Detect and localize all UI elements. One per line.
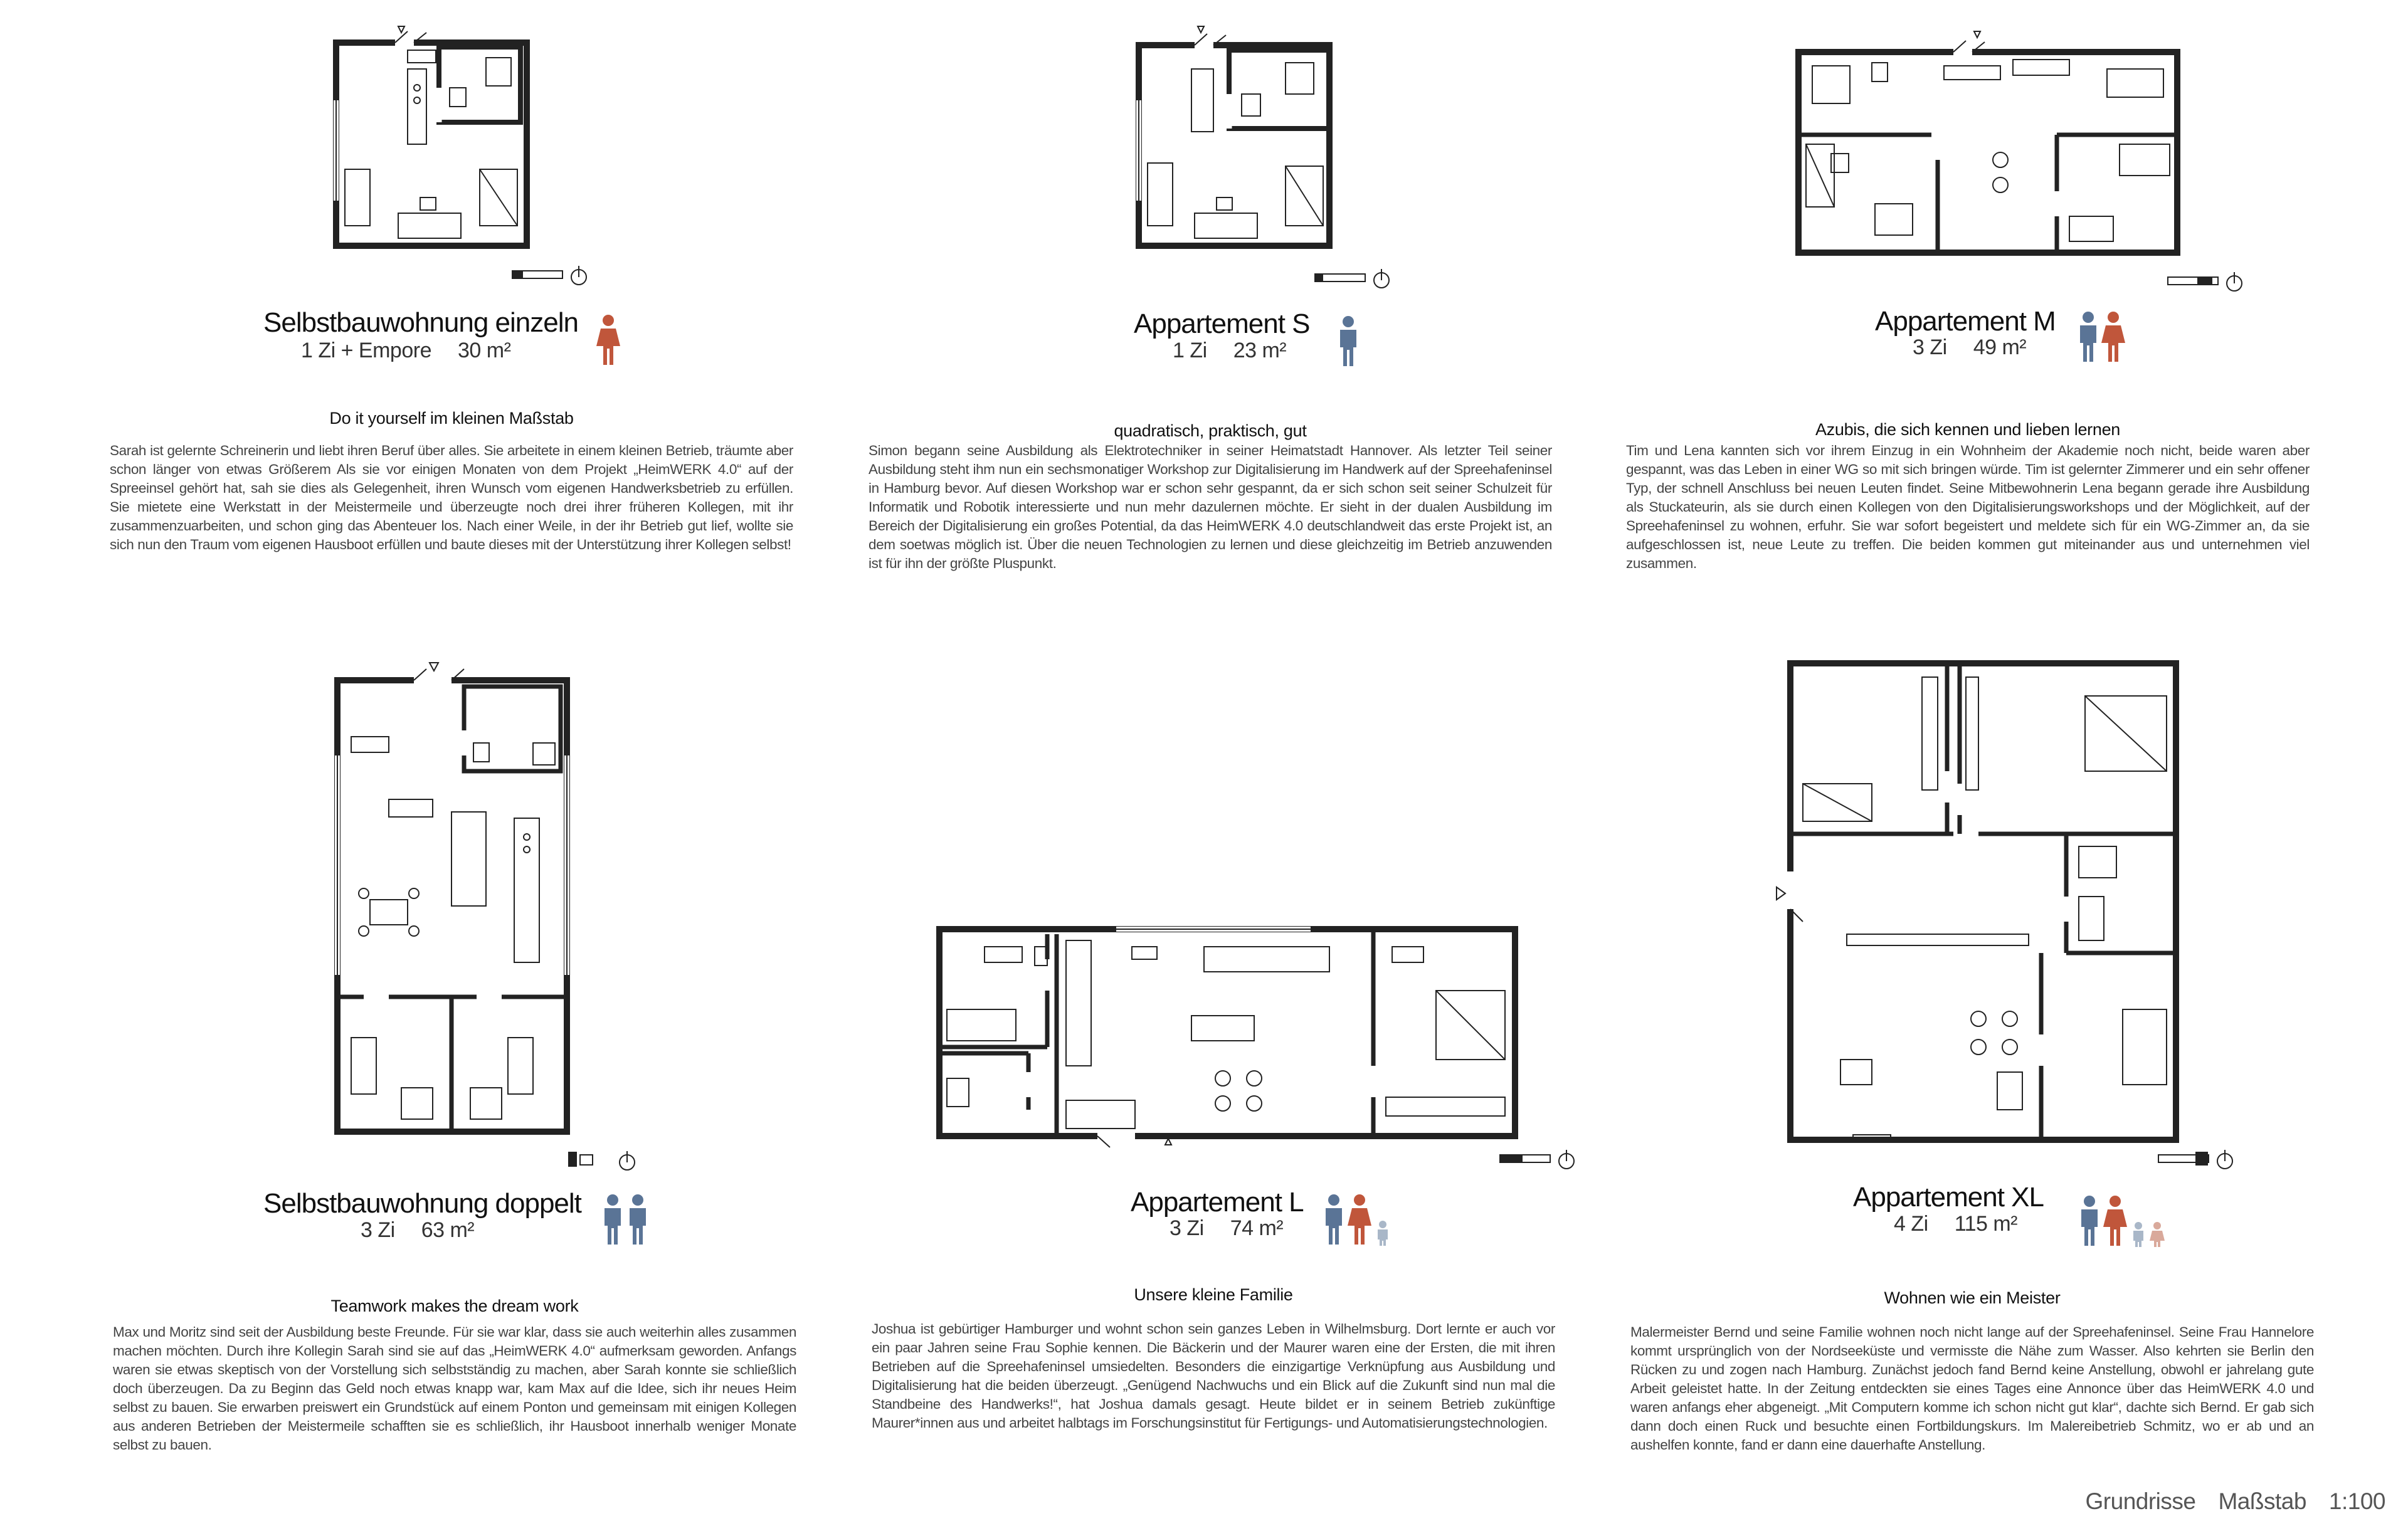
scale-bar (2167, 270, 2248, 295)
unit-rooms: 1 Zi (1173, 339, 1207, 362)
unit-size (1170, 1216, 1283, 1241)
scale-bar (1314, 266, 1395, 292)
child-person-icon (1378, 1221, 1388, 1246)
unit-title: Appartement S (1134, 308, 1310, 339)
story-heading: quadratisch, praktisch, gut (1114, 421, 1307, 440)
scale-bar (511, 263, 593, 288)
male-person-icon (630, 1194, 646, 1245)
floorplan-selbstbau-doppelt (326, 661, 577, 1150)
unit-area: 63 m² (421, 1218, 475, 1242)
footer-scale-value: 1:100 (2328, 1488, 2385, 1514)
residents-icons (593, 313, 624, 370)
male-person-icon (2081, 1196, 2098, 1246)
unit-area: 74 m² (1230, 1216, 1284, 1240)
scale-bar (1499, 1147, 1580, 1172)
unit-title: Selbstbauwohnung einzeln (263, 307, 578, 338)
unit-title: Appartement XL (1853, 1182, 2044, 1213)
female-person-icon (2103, 1196, 2127, 1246)
floorplan-selbstbau-einzeln (332, 25, 533, 257)
unit-rooms: 3 Zi (361, 1218, 395, 1242)
story-heading: Wohnen wie ein Meister (1884, 1288, 2061, 1307)
story-heading: Azubis, die sich kennen und lieben lernen (1815, 420, 2121, 439)
unit-title: Selbstbauwohnung doppelt (263, 1188, 581, 1219)
child-person-icon (2150, 1222, 2165, 1247)
residents-icons (2076, 1194, 2182, 1251)
story-text: Max und Moritz sind seit der Ausbildung beste Freunde. Für sie war klar, dass sie auch weiterhin alles zusammen machen möchten. Durch ihre Kollegin Sarah sind sie auf das „HeimWERK 4.0“ aufmerksam geworden. Anfangs waren sie etwas skeptisch von der Vorstellung sich selbstständig zu machen, aber Sarah konnte sie schließlich doch überzeugen. Da zu Beginn das Geld noch etwas knapp war, kam Max auf die Idee, sich ihr neues Heim selbst zu bauen. Sie erwarben preiswert ein Grundstück auf einem Ponton und gemeinsam mit einigen Kollegen aus anderen Betrieben der Meistermeile schafften sie es schließlich, ihr Hausboot innerhalb weniger Monate selbst zu bauen. (113, 1324, 796, 1453)
unit-size (1913, 335, 2026, 360)
unit-size (1173, 339, 1286, 363)
unit-rooms: 4 Zi (1894, 1212, 1928, 1236)
male-person-icon (605, 1194, 621, 1245)
unit-size (1894, 1212, 2017, 1236)
story-text: Joshua ist gebürtiger Hamburger und wohnt schon sein ganzes Leben in Wilhelmsburg. Dort lernte er auch vor ein paar Jahren seine Frau Sophie kennen. Die Bäckerin und der Maurer waren eine der Ersten, die mit ihren Betrieben auf die Spreehafeninsel umsiedelten. Besonders die einzigartige Verknüpfung aus Ausbildung und Digitalisierung hat die beiden überzeugt. „Genügend Nachwuchs und ein Blick auf die Zukunft sind nun mal die Standbeine des Handwerks!“, hat Joshua damals gesagt. Heute bildet er in seinem Betrieb zukünftige Maurer*innen aus und arbeitet halbtags im Forschungsinstitut für Fertigungs- und Automatisierungstechnologien. (872, 1321, 1555, 1431)
child-person-icon (2133, 1222, 2143, 1247)
floorplan-appartement-m (1793, 28, 2182, 266)
female-person-icon (2101, 312, 2125, 362)
unit-rooms: 3 Zi (1170, 1216, 1204, 1240)
plan-legend (2063, 1488, 2385, 1515)
male-person-icon (1326, 1194, 1342, 1245)
unit-title: Appartement L (1131, 1187, 1304, 1218)
scale-bar (568, 1147, 649, 1172)
residents-icons (2073, 310, 2135, 367)
story-heading: Unsere kleine Familie (1134, 1285, 1293, 1304)
unit-rooms: 1 Zi + Empore (301, 339, 431, 362)
unit-size (301, 339, 510, 363)
residents-icons (1320, 1193, 1402, 1250)
unit-size (361, 1218, 474, 1243)
male-person-icon (1340, 316, 1356, 366)
story-heading: Teamwork makes the dream work (330, 1297, 579, 1315)
unit-area: 49 m² (1973, 335, 2027, 359)
unit-area: 115 m² (1954, 1212, 2017, 1236)
story-text: Tim und Lena kannten sich vor ihrem Einzug in ein Wohnheim der Akademie noch nicht, beide waren aber gespannt, was das Leben in einer WG so mit sich bringen würde. Tim ist gelernter Zimmerer und ein sehr offener Typ, der schnell Anschluss bei neuen Leuten findet. Seine Mitbewohnerin Lena begann gerade ihre Ausbildung als Stuckateurin, als sie durch einen Kollegen von den Digitalisierungsworkshops und der Möglichkeit, auf der Spreehafeninsel zu wohnen, erfuhr. Sie war sofort begeistert und meldete sich für ein WG-Zimmer an, da sie aufgeschlossen ist, neue Leute zu treffen. Die beiden kommen gut miteinander aus und unternehmen viel zusammen. (1626, 443, 2310, 571)
female-person-icon (1348, 1194, 1371, 1245)
footer-label-grundrisse: Grundrisse (2085, 1488, 2196, 1514)
male-person-icon (2080, 312, 2096, 362)
floorplan-appartement-s (1135, 25, 1336, 257)
footer-label-massstab: Maßstab (2218, 1488, 2306, 1514)
story-text: Malermeister Bernd und seine Familie wohnen noch nicht lange auf der Spreehafeninsel. Seine Frau Hannelore kommt ursprünglich von der Nordseeküste und vermisste die Nähe zum Wasser. Also kehrten sie Berlin den Rücken zu und zogen nach Hamburg. Zunächst jedoch fand Bernd keine Anstellung, obwohl er jahrelang gute Arbeit geleistet hatte. In der Zeitung entdeckten sie eines Tages eine Annonce über das HeimWERK 4.0 und waren anfangs eher abgeneigt. „Mit Computern komme ich schon nicht gut klar“, dachte sich Bernd. Er gab sich dann doch einen Ruck und besuchte einen Fortbildungskurs. Im Malereibetrieb Schmitz, wo er ab und an aushelfen konnte, fand er dann eine dauerhafte Anstellung. (1630, 1324, 2314, 1453)
unit-area: 23 m² (1233, 339, 1287, 362)
story-heading: Do it yourself im kleinen Maßstab (329, 409, 574, 428)
story-text: Sarah ist gelernte Schreinerin und liebt ihren Beruf über alles. Sie arbeitete in einem kleinen Betrieb, träumte aber schon länger von etwas Größerem Als sie vor einigen Monaten von dem Projekt „HeimWERK 4.0“ auf der Spreeinsel gehört hat, sah sie dies als Gelegenheit, ihren Wunsch vom eigenen Handwerksbetrieb zu erfüllen. Sie mietete eine Werkstatt in der Meistermeile und überzeugte noch drei ihrer früheren Kollegen, mit ihr zusammenzuarbeiten, und schon ging das Abenteuer los. Nach einer Weile, in der ihr Betrieb gut lief, wollte sie sich nun den Traum vom eigenen Hausboot erfüllen und baute dieses mit der Unterstützung ihrer Kollegen selbst! (110, 443, 793, 552)
unit-rooms: 3 Zi (1913, 335, 1947, 359)
floorplan-appartement-xl (1772, 658, 2185, 1154)
unit-title: Appartement M (1875, 306, 2056, 337)
unit-area: 30 m² (457, 339, 511, 362)
floorplan-appartement-l (934, 922, 1524, 1160)
female-person-icon (596, 315, 620, 365)
scale-bar (2157, 1147, 2239, 1172)
residents-icons (599, 1193, 655, 1250)
residents-icons (1333, 315, 1364, 371)
story-text: Simon begann seine Ausbildung als Elektrotechniker in seiner Heimatstadt Hannover. Als letzter Teil seiner Ausbildung steht ihm nun ein sechsmonatiger Workshop zur Digitalisierung im Handwerk auf der Spreehafeninsel in Hamburg bevor. Auf diesen Workshop war er schon sehr gespannt, da er sich schon seit seiner Schulzeit für Informatik und Robotik interessierte und nun mehr dazulernen möchte. Er sieht in der dualen Ausbildung im Bereich der Digitalisierung ein großes Potential, da das HeimWERK 4.0 deutschlandweit das erste Projekt ist, an dem soetwas möglich ist. Über die neuen Technologien zu lernen und diese gleichzeitig im Betrieb anzuwenden ist für ihn der größte Pluspunkt. (869, 443, 1552, 571)
